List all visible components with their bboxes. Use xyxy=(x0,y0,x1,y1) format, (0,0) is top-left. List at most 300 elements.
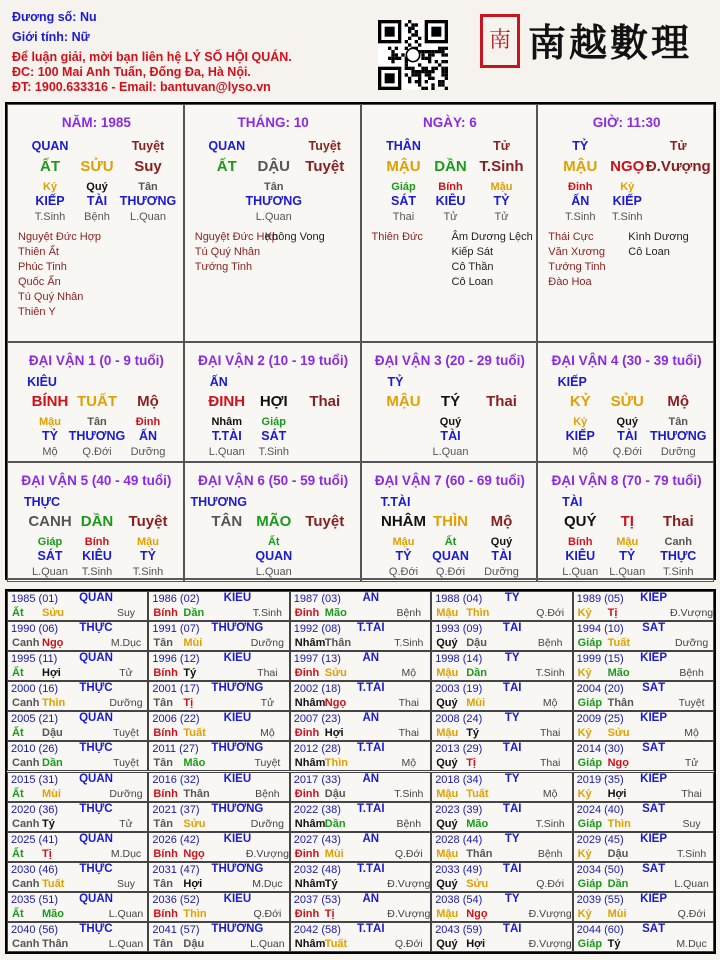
year-label: 2036 (52) xyxy=(152,893,200,906)
year-life-stage: T.Sinh xyxy=(535,817,565,830)
hidden-god: TỶ xyxy=(140,549,156,563)
year-life-stage: Bệnh xyxy=(537,637,563,650)
year-life-stage: Q.Đới xyxy=(677,907,706,920)
year-stem: Kỷ xyxy=(577,907,592,920)
luck-pillar-cell xyxy=(184,342,361,462)
year-ten-god: TÀI xyxy=(502,862,522,875)
hidden-god: KIÊU xyxy=(565,549,596,563)
annual-year-cell xyxy=(7,651,148,681)
hidden-stem: Giáp xyxy=(261,416,286,428)
year-life-stage: Dưỡng xyxy=(109,697,143,710)
year-ten-god: THỰC xyxy=(79,742,113,755)
year-stem: Giáp xyxy=(577,817,603,830)
year-life-stage: L.Quan xyxy=(108,937,144,950)
year-stem: Bính xyxy=(153,667,178,680)
annual-year-cell xyxy=(7,802,148,832)
life-stage: L.Quan xyxy=(255,566,292,578)
year-ten-god: THƯƠNG xyxy=(211,802,264,815)
hidden-stem: Quý xyxy=(490,536,513,548)
year-branch: Thìn xyxy=(42,697,66,710)
year-stem: Mậu xyxy=(436,607,459,619)
stem-branch: Mộ xyxy=(137,393,159,410)
year-stem: Quý xyxy=(436,757,458,770)
year-life-stage: Đ.Vượng xyxy=(245,847,289,860)
year-label: 2011 (27) xyxy=(152,743,199,756)
year-ten-god: T.TÀI xyxy=(357,742,385,755)
annual-year-cell xyxy=(148,591,289,621)
stem-branch: Mộ xyxy=(490,513,513,530)
hidden-stem: Tân xyxy=(138,181,158,193)
year-ten-god: TỶ xyxy=(504,892,520,905)
pillar-header: ĐẠI VẬN 1 (0 - 9 tuổi) xyxy=(28,353,164,368)
stem-branch: Suy xyxy=(134,158,162,175)
year-branch: Sửu xyxy=(324,667,347,680)
year-ten-god: T.TÀI xyxy=(357,862,385,875)
annual-year-cell xyxy=(431,892,572,922)
stem-branch: Đ.Vượng xyxy=(645,158,711,175)
year-branch: Hợi xyxy=(42,667,61,680)
hidden-god: QUAN xyxy=(432,549,469,563)
year-stem: Quý xyxy=(436,937,458,950)
year-branch: Mùi xyxy=(607,907,627,920)
year-ten-god: TÀI xyxy=(502,622,522,635)
life-stage: Q.Đới xyxy=(435,566,466,578)
qr-code-icon xyxy=(378,20,448,90)
stem-branch: SỬU xyxy=(610,393,644,410)
year-ten-god: QUAN xyxy=(79,892,113,905)
life-stage: Tử xyxy=(443,211,458,223)
year-life-stage: T.Sinh xyxy=(677,847,707,860)
stem-branch: TÂN xyxy=(211,513,243,530)
year-branch: Mão xyxy=(466,817,489,830)
pillar-cell xyxy=(184,104,361,342)
year-stem: Ất xyxy=(12,847,24,860)
hidden-god: SÁT xyxy=(37,549,63,563)
annual-year-cell xyxy=(431,591,572,621)
life-stage: Dưỡng xyxy=(660,446,696,458)
annual-year-cell xyxy=(7,591,148,621)
pillar-header: ĐẠI VẬN 7 (60 - 69 tuổi) xyxy=(374,473,525,488)
year-stem: Đinh xyxy=(294,787,320,800)
stem-branch: Thai xyxy=(309,393,341,410)
year-stem: Bính xyxy=(153,787,178,800)
year-branch: Ngọ xyxy=(607,757,629,770)
year-ten-god: THỰC xyxy=(79,622,113,635)
year-branch: Mão xyxy=(607,667,630,680)
annual-year-cell xyxy=(431,741,572,771)
year-branch: Tuất xyxy=(607,637,630,650)
life-stage: T.Sinh xyxy=(564,211,596,223)
year-ten-god: THỰC xyxy=(79,862,113,875)
year-branch: Sửu xyxy=(183,817,206,830)
year-ten-god: KIẾP xyxy=(640,592,668,604)
year-branch: Mùi xyxy=(466,697,486,710)
year-branch: Mùi xyxy=(42,787,61,800)
year-life-stage: Mộ xyxy=(260,727,275,740)
year-label: 2003 (19) xyxy=(435,683,483,696)
year-label: 2028 (44) xyxy=(435,833,483,846)
annual-year-cell xyxy=(290,922,431,952)
page-header xyxy=(0,0,720,100)
year-stem: Tân xyxy=(153,697,173,710)
year-branch: Tuất xyxy=(183,727,206,740)
annual-year-cell xyxy=(7,621,148,651)
hidden-stem: Mậu xyxy=(616,536,639,548)
year-life-stage: Mộ xyxy=(542,697,558,710)
stem-branch: DẦN xyxy=(80,513,114,530)
year-branch: Thân xyxy=(324,637,352,650)
year-ten-god: ẤN xyxy=(362,712,380,725)
year-ten-god: KIÊU xyxy=(223,772,252,785)
year-label: 1987 (03) xyxy=(293,593,341,605)
life-stage: L.Quan xyxy=(562,566,599,578)
hidden-god: QUAN xyxy=(255,549,293,563)
year-label: 2009 (25) xyxy=(576,713,624,726)
hidden-stem: Ất xyxy=(444,536,457,548)
annual-year-cell xyxy=(7,892,148,922)
year-ten-god: SÁT xyxy=(642,682,666,695)
hidden-stem: Tân xyxy=(87,416,107,428)
year-stem: Canh xyxy=(12,817,40,830)
life-stage: T.Sinh xyxy=(611,211,643,223)
annual-year-cell xyxy=(573,621,714,651)
hidden-god: T.TÀI xyxy=(211,429,242,443)
annual-year-cell xyxy=(148,922,289,952)
year-stem: Tân xyxy=(153,817,173,830)
stem-branch: TÝ xyxy=(440,393,461,410)
year-branch: Tý xyxy=(324,877,338,890)
year-stem: Kỷ xyxy=(577,607,592,619)
ten-god-label: TỶ xyxy=(387,375,404,389)
annual-year-cell xyxy=(573,772,714,802)
year-branch: Thìn xyxy=(466,607,490,619)
year-label: 1998 (14) xyxy=(435,653,483,666)
annual-luck-grid xyxy=(5,589,716,954)
year-ten-god: TÀI xyxy=(502,682,522,695)
life-stage: Q.Đới xyxy=(82,446,112,458)
special-star: Tướng Tinh xyxy=(194,261,253,273)
year-ten-god: T.TÀI xyxy=(357,802,385,815)
life-stage: Dưỡng xyxy=(484,566,519,578)
year-stem: Mậu xyxy=(436,907,459,920)
stem-branch: HỢI xyxy=(259,393,288,410)
year-ten-god: QUAN xyxy=(79,592,113,604)
year-stem: Quý xyxy=(436,697,458,710)
ten-god-label: TÀI xyxy=(562,495,583,509)
year-stem: Kỷ xyxy=(577,787,592,800)
year-life-stage: Đ.Vượng xyxy=(528,907,572,920)
hidden-god: TỶ xyxy=(395,549,412,563)
life-stage: Mộ xyxy=(42,446,58,458)
year-branch: Mão xyxy=(42,907,64,920)
year-stem: Ất xyxy=(12,727,24,740)
year-label: 1994 (10) xyxy=(576,623,624,636)
year-label: 2010 (26) xyxy=(11,743,59,756)
year-life-stage: Suy xyxy=(116,607,136,619)
year-ten-god: TỶ xyxy=(504,652,520,665)
year-label: 1995 (11) xyxy=(11,653,58,666)
ten-god-label: THƯƠNG xyxy=(190,495,247,509)
year-label: 2039 (55) xyxy=(576,893,624,906)
year-label: 2012 (28) xyxy=(293,743,341,756)
annual-year-cell xyxy=(148,681,289,711)
year-ten-god: ẤN xyxy=(362,772,380,785)
phone-email-line: ĐT: 1900.633316 - Email: bantuvan@lyso.vn xyxy=(12,80,271,94)
year-ten-god: QUAN xyxy=(79,832,113,845)
annual-year-cell xyxy=(573,892,714,922)
year-label: 2043 (59) xyxy=(435,923,483,936)
hidden-stem: Canh xyxy=(664,536,692,548)
year-life-stage: Tử xyxy=(119,667,133,680)
year-life-stage: Q.Đới xyxy=(394,847,423,860)
annual-year-cell xyxy=(148,772,289,802)
year-branch: Thìn xyxy=(324,757,349,770)
year-branch: Dần xyxy=(42,757,63,770)
special-star: Tướng Tinh xyxy=(548,261,606,273)
luck-pillar-cell xyxy=(361,462,538,582)
year-life-stage: Tử xyxy=(684,757,699,770)
annual-year-cell xyxy=(148,711,289,741)
year-ten-god: QUAN xyxy=(79,772,113,785)
life-stage: L.Quan xyxy=(255,211,292,223)
pillar-header: ĐẠI VẬN 6 (50 - 59 tuổi) xyxy=(198,473,349,488)
year-life-stage: Tuyệt xyxy=(113,727,139,740)
year-branch: Tị xyxy=(324,907,335,920)
year-life-stage: Thai xyxy=(398,697,420,710)
special-star: Đào Hoa xyxy=(548,276,592,288)
annual-year-cell xyxy=(7,772,148,802)
annual-year-cell xyxy=(573,741,714,771)
year-ten-god: T.TÀI xyxy=(357,682,385,695)
year-ten-god: THỰC xyxy=(79,922,113,935)
hidden-god: THƯƠNG xyxy=(68,429,126,443)
special-star: Thiên Ất xyxy=(18,246,59,258)
hidden-god: THƯƠNG xyxy=(119,194,177,208)
stem-branch: Thai xyxy=(486,393,517,410)
year-stem: Ất xyxy=(12,907,24,920)
year-label: 2006 (22) xyxy=(152,713,200,726)
year-ten-god: KIÊU xyxy=(223,712,252,725)
owner-line: Đương số: Nu xyxy=(12,10,97,24)
annual-year-cell xyxy=(290,892,431,922)
hidden-stem: Kỷ xyxy=(573,416,588,428)
year-life-stage: L.Quan xyxy=(108,907,144,920)
annual-year-cell xyxy=(7,862,148,892)
year-life-stage: M.Dục xyxy=(252,877,283,890)
annual-year-cell xyxy=(148,892,289,922)
pillar-header: ĐẠI VẬN 2 (10 - 19 tuổi) xyxy=(198,353,349,368)
pillar-header: THÁNG: 10 xyxy=(237,115,309,130)
year-branch: Hợi xyxy=(607,787,627,800)
stem-branch: MẬU xyxy=(386,158,421,175)
year-branch: Mùi xyxy=(324,847,344,860)
year-branch: Dậu xyxy=(466,637,487,650)
year-label: 2020 (36) xyxy=(11,803,59,816)
year-label: 1993 (09) xyxy=(435,623,483,636)
special-star: Phúc Tinh xyxy=(18,261,67,273)
year-life-stage: Mộ xyxy=(401,757,417,770)
luck-pillar-cell xyxy=(537,342,714,462)
year-label: 1988 (04) xyxy=(435,593,483,605)
annual-year-cell xyxy=(431,862,572,892)
stem-branch: SỬU xyxy=(80,158,114,175)
year-life-stage: Bệnh xyxy=(679,667,704,680)
year-label: 1996 (12) xyxy=(152,653,200,666)
year-branch: Tị xyxy=(607,607,618,619)
gender-line: Giới tính: Nữ xyxy=(12,30,90,44)
annual-year-cell xyxy=(573,681,714,711)
special-star: Không Vong xyxy=(264,231,325,243)
year-branch: Dậu xyxy=(607,847,629,860)
year-label: 2030 (46) xyxy=(11,863,59,876)
year-ten-god: ẤN xyxy=(362,592,380,604)
year-branch: Tý xyxy=(607,937,621,950)
year-ten-god: QUAN xyxy=(79,652,113,665)
year-stem: Ất xyxy=(12,667,24,680)
year-life-stage: Dưỡng xyxy=(675,637,709,650)
year-ten-god: TÀI xyxy=(502,922,522,935)
year-life-stage: Bệnh xyxy=(255,787,280,800)
annual-year-cell xyxy=(573,711,714,741)
year-ten-god: THỰC xyxy=(79,682,113,695)
year-label: 2005 (21) xyxy=(11,713,59,726)
year-ten-god: KIẾP xyxy=(640,892,668,905)
year-stem: Mậu xyxy=(436,667,459,680)
year-ten-god: T.TÀI xyxy=(357,922,385,935)
stem-branch: THÌN xyxy=(433,513,468,530)
life-stage: T.Sinh xyxy=(132,566,164,578)
annual-year-cell xyxy=(431,681,572,711)
annual-year-cell xyxy=(7,741,148,771)
stem-branch: DẦN xyxy=(434,158,467,175)
special-star: Cô Thần xyxy=(451,261,494,273)
year-label: 2025 (41) xyxy=(11,833,59,846)
year-branch: Thân xyxy=(466,847,493,860)
ten-god-label: Tuyệt xyxy=(131,139,165,153)
year-label: 2015 (31) xyxy=(11,773,59,786)
year-label: 1985 (01) xyxy=(11,593,59,605)
annual-year-cell xyxy=(7,681,148,711)
year-branch: Dần xyxy=(183,607,205,619)
hidden-god: TÀI xyxy=(86,194,108,208)
year-ten-god: TÀI xyxy=(502,742,522,755)
stem-branch: ẤT xyxy=(216,158,237,175)
year-label: 2017 (33) xyxy=(293,773,341,786)
year-label: 1989 (05) xyxy=(576,593,624,605)
ten-god-label: QUAN xyxy=(208,139,246,153)
year-label: 2029 (45) xyxy=(576,833,624,846)
hidden-stem: Kỷ xyxy=(620,181,635,193)
luck-pillar-cell xyxy=(537,462,714,582)
annual-year-cell xyxy=(431,832,572,862)
annual-year-cell xyxy=(573,922,714,952)
hidden-stem: Quý xyxy=(86,181,108,193)
year-ten-god: KIÊU xyxy=(223,592,252,604)
year-ten-god: KIẾP xyxy=(640,772,668,785)
year-stem: Giáp xyxy=(577,877,603,890)
year-stem: Tân xyxy=(153,937,173,950)
year-life-stage: Mộ xyxy=(401,667,417,680)
year-ten-god: THƯƠNG xyxy=(211,682,264,695)
stem-branch: Mộ xyxy=(667,393,690,410)
pillar-header: ĐẠI VẬN 4 (30 - 39 tuổi) xyxy=(551,353,702,368)
year-stem: Quý xyxy=(436,817,458,830)
annual-year-cell xyxy=(290,802,431,832)
annual-year-cell xyxy=(290,591,431,621)
hidden-stem: Mậu xyxy=(490,181,513,193)
annual-year-cell xyxy=(431,772,572,802)
year-stem: Ất xyxy=(12,787,24,800)
year-life-stage: Mộ xyxy=(542,787,558,800)
hidden-stem: Ất xyxy=(267,536,280,548)
year-label: 1986 (02) xyxy=(152,593,200,605)
stem-branch: Thai xyxy=(662,513,694,530)
hidden-god: TÀI xyxy=(617,429,638,443)
hidden-god: KIẾP xyxy=(565,429,595,443)
year-stem: Bính xyxy=(153,847,178,860)
year-label: 1990 (06) xyxy=(11,623,59,636)
ten-god-label: T.TÀI xyxy=(380,495,411,509)
stem-branch: ẤT xyxy=(40,158,60,175)
annual-year-cell xyxy=(431,922,572,952)
hidden-stem: Quý xyxy=(439,416,462,428)
stem-branch: Tuyệt xyxy=(128,513,168,530)
year-branch: Thân xyxy=(183,787,210,800)
hidden-stem: Mậu xyxy=(39,416,61,428)
year-stem: Bính xyxy=(153,907,178,920)
stem-branch: TỊ xyxy=(620,513,634,530)
year-life-stage: Dưỡng xyxy=(109,787,143,800)
hidden-god: THỰC xyxy=(660,549,697,563)
pillar-header: ĐẠI VẬN 5 (40 - 49 tuổi) xyxy=(21,473,172,488)
seal-stamp: 南 xyxy=(480,14,520,68)
hidden-god: ẤN xyxy=(571,194,590,208)
year-branch: Dần xyxy=(324,817,346,830)
address-line: ĐC: 100 Mai Anh Tuấn, Đống Đa, Hà Nội. xyxy=(12,65,251,79)
pillar-header: ĐẠI VẬN 3 (20 - 29 tuổi) xyxy=(374,353,525,368)
life-stage: T.Sinh xyxy=(34,211,66,223)
hidden-stem: Bính xyxy=(438,181,463,193)
annual-year-cell xyxy=(290,711,431,741)
year-ten-god: SÁT xyxy=(642,742,666,755)
hidden-god: THƯƠNG xyxy=(245,194,302,208)
year-ten-god: TỶ xyxy=(504,832,520,845)
year-ten-god: THƯƠNG xyxy=(211,922,264,935)
annual-year-cell xyxy=(7,922,148,952)
year-stem: Quý xyxy=(436,877,458,890)
annual-year-cell xyxy=(148,832,289,862)
life-stage: L.Quan xyxy=(432,446,469,458)
year-ten-god: THƯƠNG xyxy=(211,862,264,875)
year-stem: Nhâm xyxy=(294,697,326,710)
year-life-stage: Suy xyxy=(682,817,701,830)
year-label: 2024 (40) xyxy=(576,803,624,816)
hidden-stem: Quý xyxy=(616,416,638,428)
year-label: 2021 (37) xyxy=(152,803,200,816)
year-stem: Tân xyxy=(153,877,173,890)
year-life-stage: Tuyệt xyxy=(254,757,281,770)
ten-god-label: Tử xyxy=(493,139,510,153)
ten-god-label: Tuyệt xyxy=(308,139,341,153)
year-stem: Đinh xyxy=(294,847,320,860)
stem-branch: BÍNH xyxy=(31,393,69,410)
year-ten-god: TỶ xyxy=(504,772,520,785)
stem-branch: T.Sinh xyxy=(479,158,524,175)
hidden-stem: Kỷ xyxy=(42,181,58,193)
special-star: Nguyệt Đức Hợp xyxy=(194,231,278,243)
year-stem: Mậu xyxy=(436,727,459,740)
year-stem: Nhâm xyxy=(294,817,326,830)
